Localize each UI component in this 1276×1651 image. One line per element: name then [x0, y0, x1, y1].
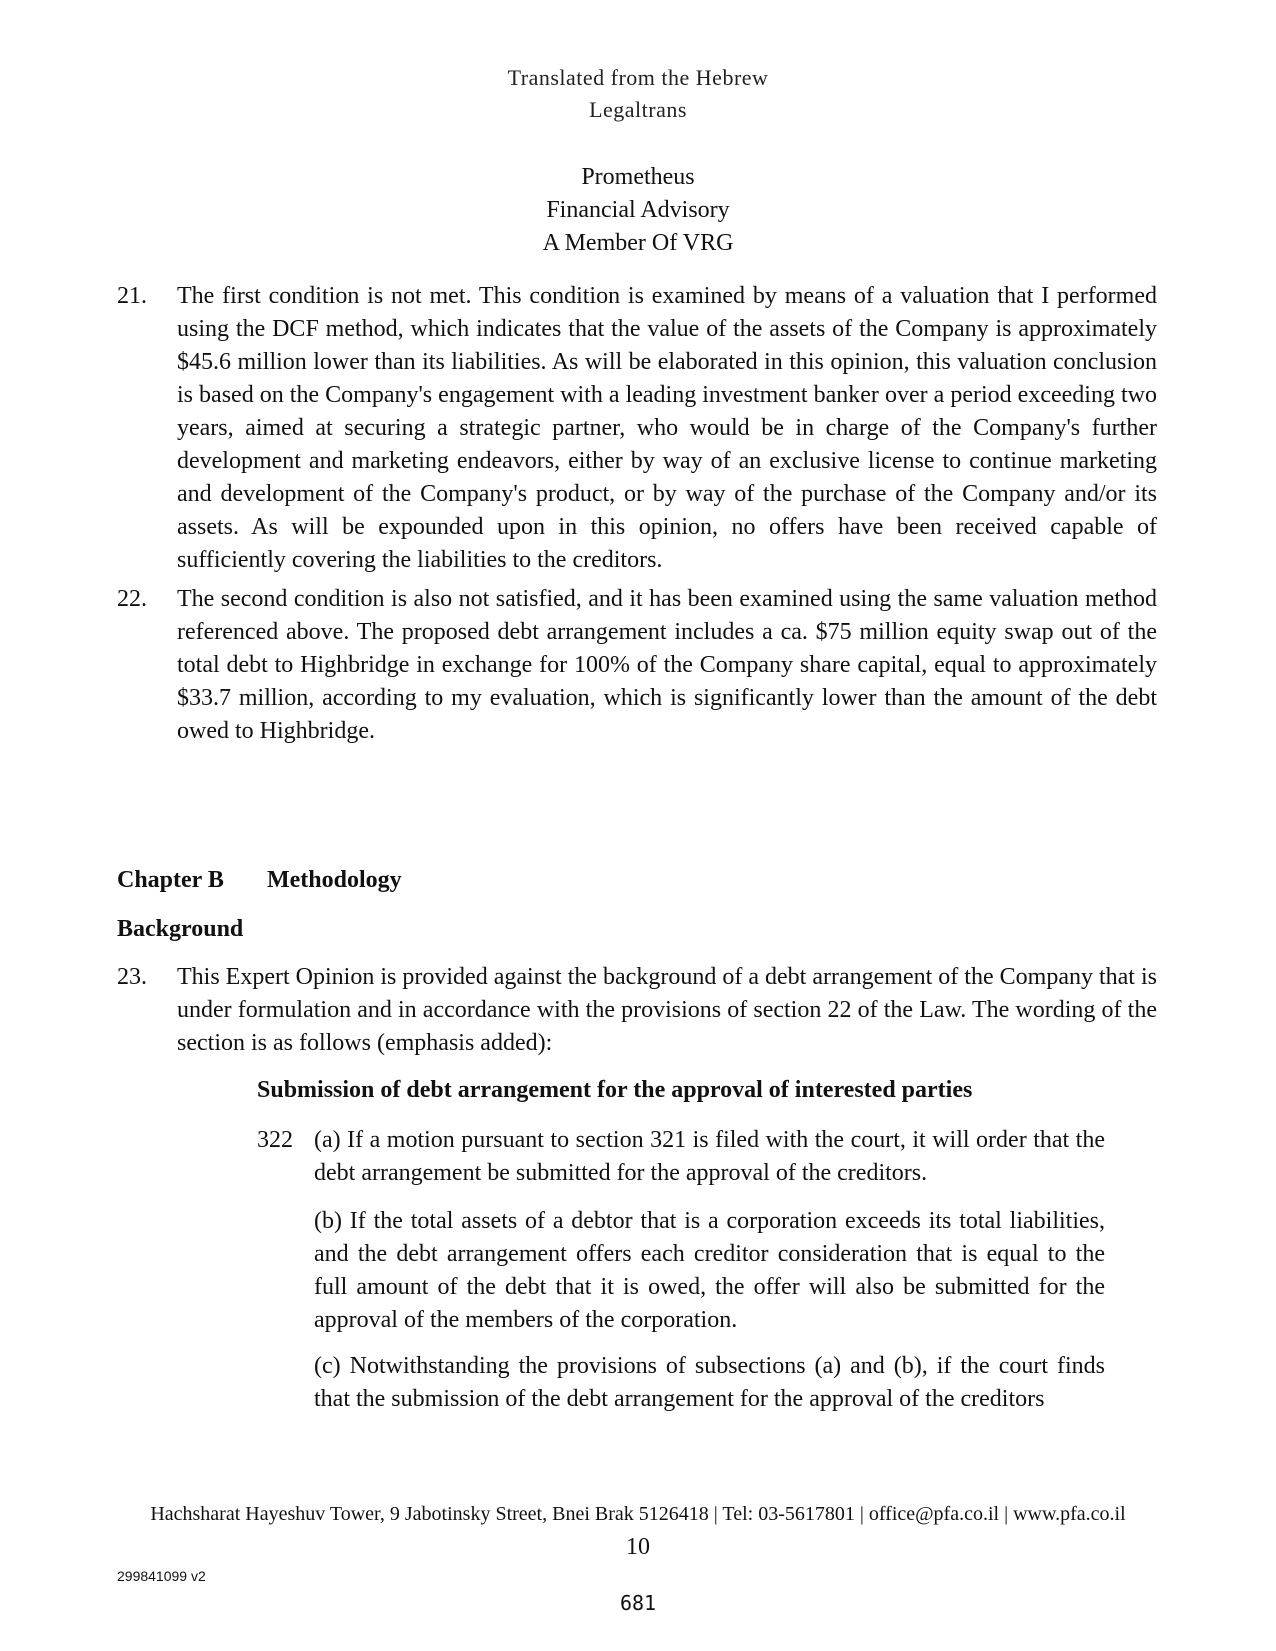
- paragraph-text: This Expert Opinion is provided against the background of a debt arrangement of the Company that is under formulation and in accordance with the provisions of section 22 of the Law. The wording of the section is as follows (emphasis added):: [177, 964, 1157, 1056]
- company-name: Prometheus: [581, 164, 695, 190]
- section-heading: Background: [117, 916, 244, 942]
- quote-subsection-a: [257, 1124, 1105, 1190]
- paragraph-22: [117, 583, 1157, 748]
- chapter-title: Methodology: [267, 867, 402, 893]
- page-number: 10: [626, 1534, 650, 1560]
- paragraph-text: The first condition is not met. This condition is examined by means of a valuation that I performed using the DCF method, which indicates that the value of the assets of the Company is approximately $45.6 million lower than its liabilities. As will be elaborated in this opinion, this valuation conclusion is based on the Company's engagement with a leading investment banker over a period exceeding two years, aimed at securing a strategic partner, who would be in charge of the Company's further development and marketing endeavors, either by way of an exclusive license to continue marketing and development of the Company's product, or by way of the purchase of the Company and/or its assets. As will be expounded upon in this opinion, no offers have been received capable of sufficiently covering the liabilities to the creditors.: [177, 283, 1157, 573]
- translator-line: Legaltrans: [589, 97, 687, 122]
- footer-address: Hachsharat Hayeshuv Tower, 9 Jabotinsky Street, Bnei Brak 5126418 | Tel: 03-5617801 | office@pfa.co.il | www.pfa.co.il: [150, 1503, 1126, 1525]
- paragraph-number: 22.: [117, 586, 147, 612]
- paragraph-23: [117, 961, 1157, 1060]
- paragraph-number: 21.: [117, 283, 147, 309]
- quote-text-c: (c) Notwithstanding the provisions of subsections (a) and (b), if the court finds that the submission of the debt arrangement for the approval of the creditors: [314, 1353, 1105, 1412]
- paragraph-21: [117, 280, 1157, 577]
- quote-section-number: 322: [257, 1127, 293, 1153]
- company-letterhead: [0, 161, 1276, 260]
- translation-header: [0, 62, 1276, 126]
- stamp-number: 681: [619, 1591, 657, 1615]
- company-member: A Member Of VRG: [542, 230, 734, 256]
- chapter-label: Chapter B: [117, 867, 224, 893]
- quote-subsection-c: [257, 1350, 1105, 1416]
- document-code: 299841099 v2: [117, 1568, 206, 1584]
- quote-text-b: (b) If the total assets of a debtor that is a corporation exceeds its total liabilities, and the debt arrangement offers each creditor consideration that is equal to the full amount of the debt that it is owed, the offer will also be submitted for the approval of the members of the corporation.: [314, 1208, 1105, 1333]
- paragraph-text: The second condition is also not satisfied, and it has been examined using the same valuation method referenced above. The proposed debt arrangement includes a ca. $75 million equity swap out of the total debt to Highbridge in exchange for 100% of the Company share capital, equal to approximately $33.7 million, according to my evaluation, which is significantly lower than the amount of the debt owed to Highbridge.: [177, 586, 1157, 744]
- paragraph-number: 23.: [117, 964, 147, 990]
- translated-line: Translated from the Hebrew: [507, 65, 769, 90]
- quote-subsection-b: [257, 1205, 1105, 1337]
- chapter-heading: [117, 864, 402, 897]
- company-subtitle: Financial Advisory: [546, 197, 730, 223]
- quote-title: Submission of debt arrangement for the approval of interested parties: [257, 1077, 973, 1103]
- quote-text-a: (a) If a motion pursuant to section 321 is filed with the court, it will order that the debt arrangement be submitted for the approval of the creditors.: [314, 1127, 1105, 1186]
